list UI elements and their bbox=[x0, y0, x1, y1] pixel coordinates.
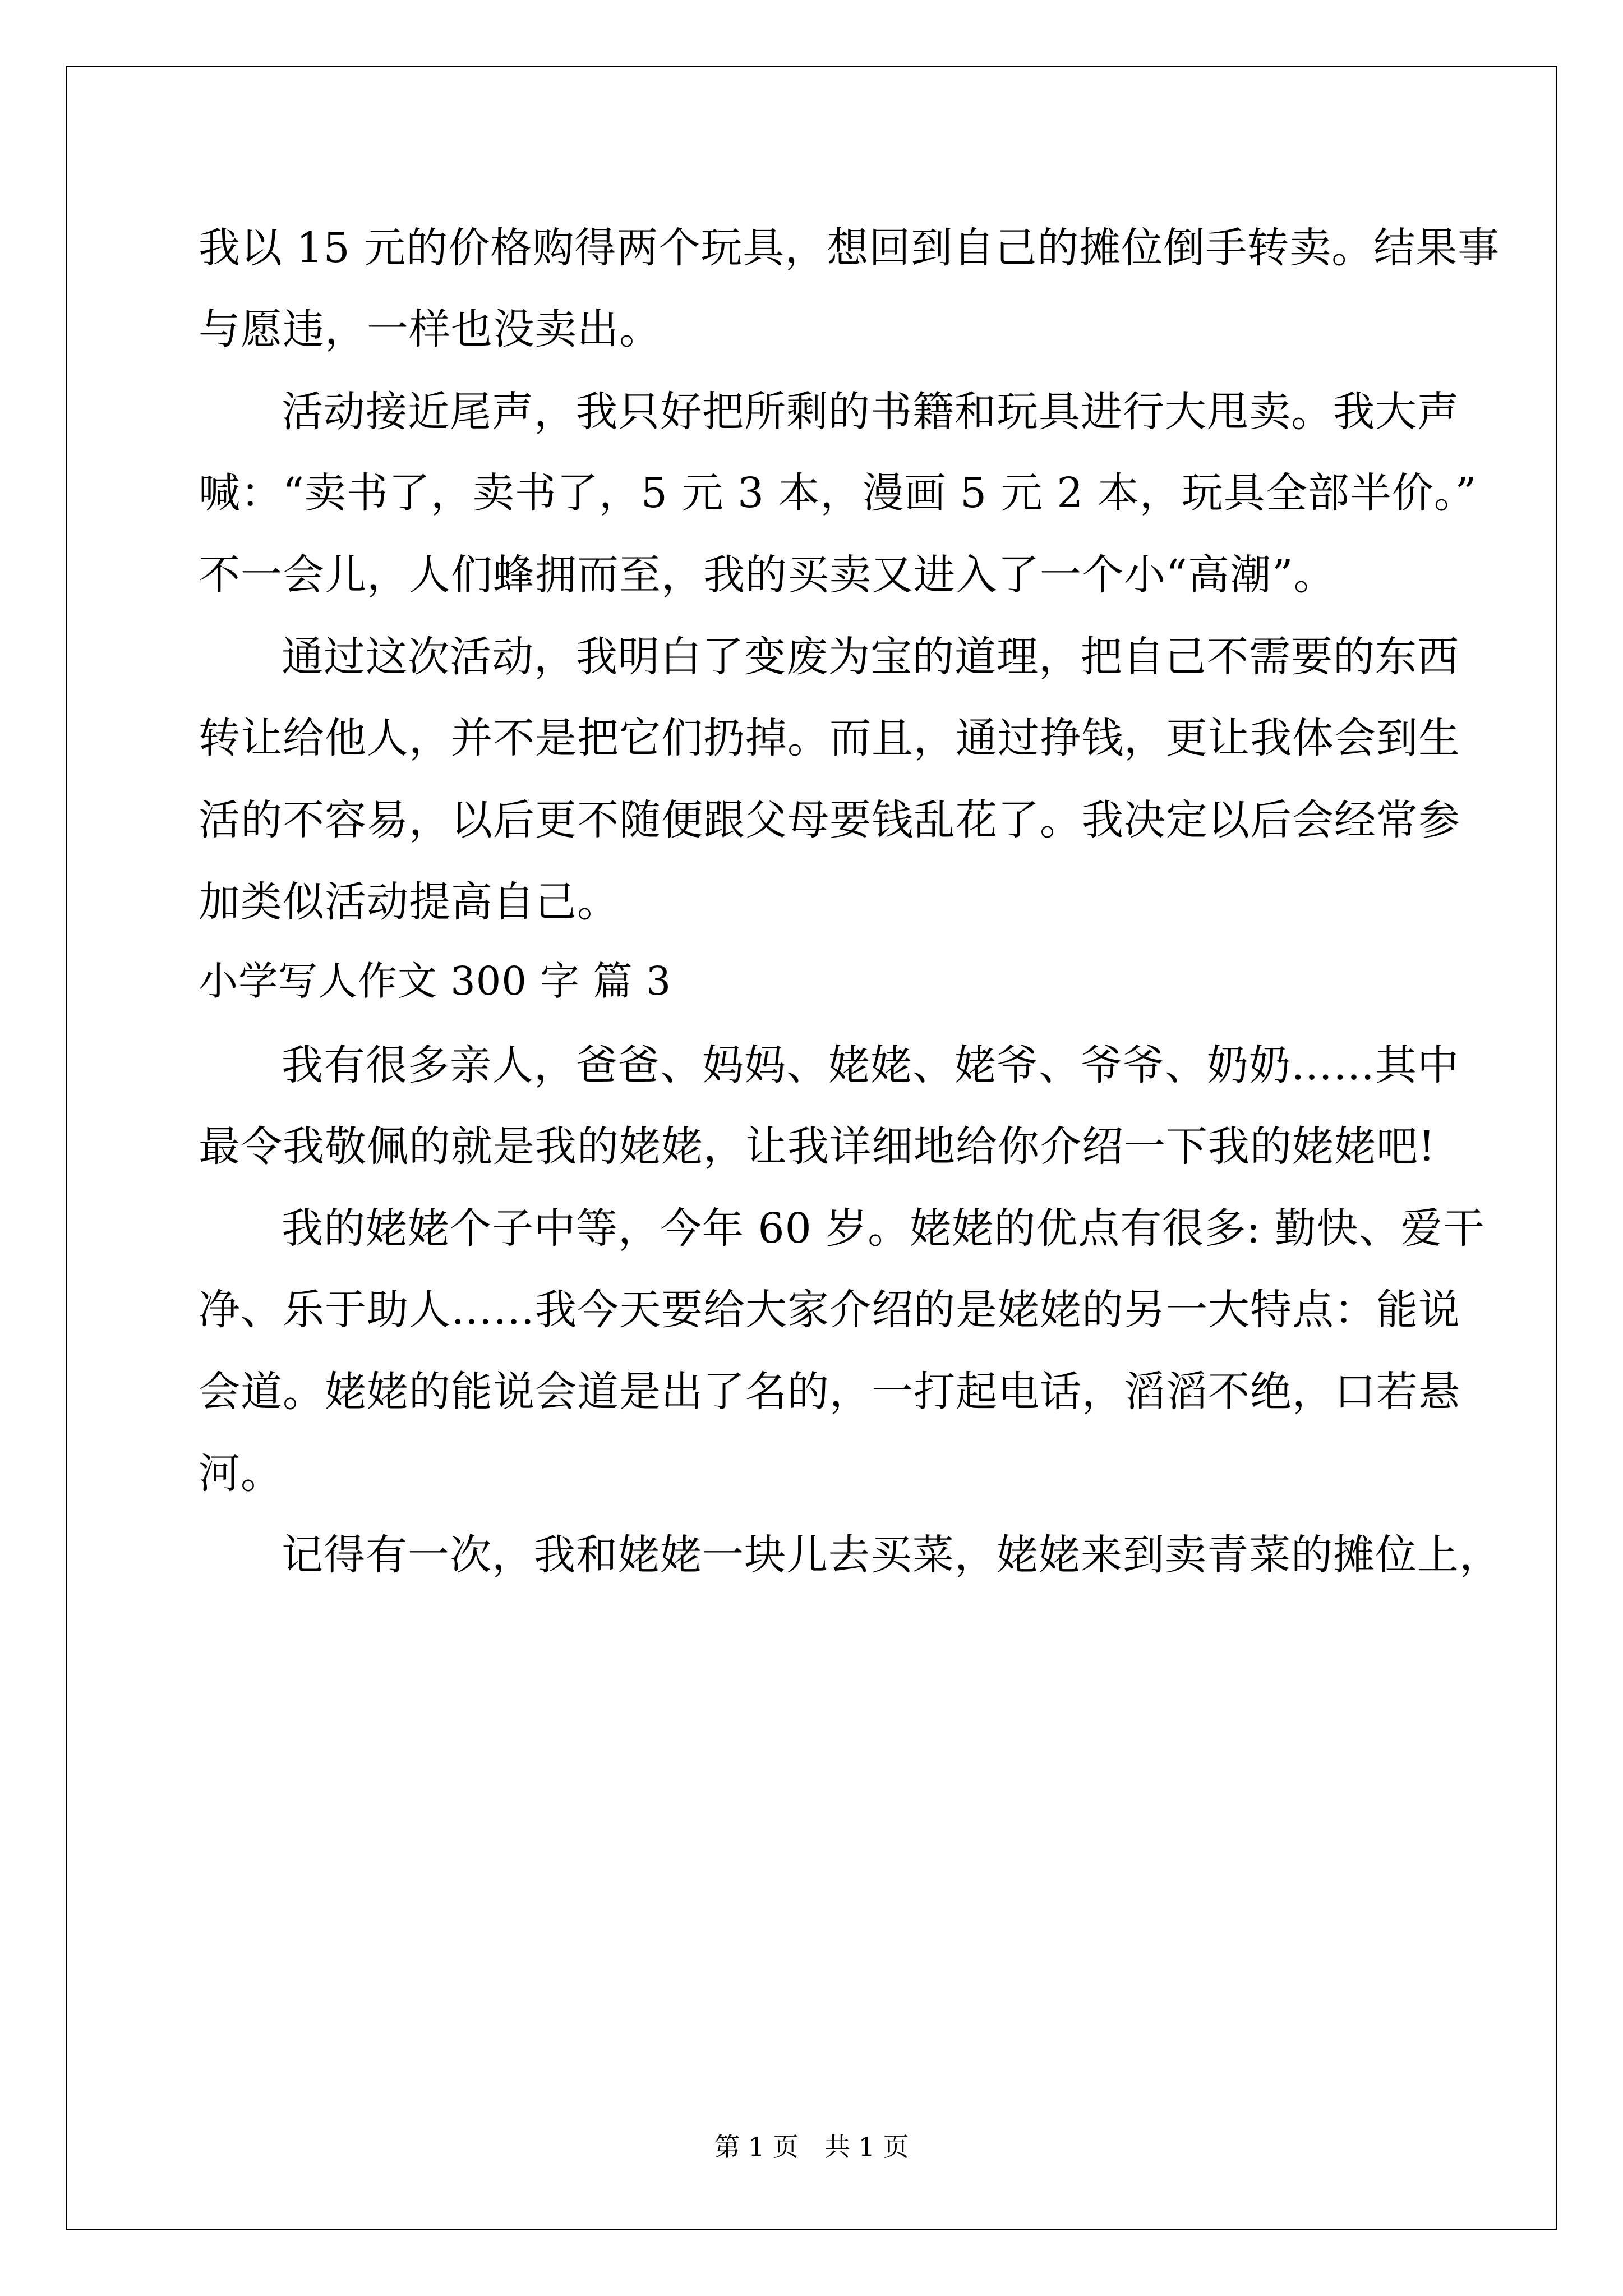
text-line: 活动接近尾声，我只好把所剩的书籍和玩具进行大甩卖。我大声 bbox=[282, 388, 1459, 436]
text-line: 我以 15 元的价格购得两个玩具，想回到自己的摊位倒手转卖。结果事 bbox=[199, 224, 1500, 272]
text-line: 转让给他人，并不是把它们扔掉。而且，通过挣钱，更让我体会到生 bbox=[199, 714, 1460, 762]
text-line: 净、乐于助人……我今天要给大家介绍的是姥姥的另一大特点：能说 bbox=[199, 1286, 1460, 1334]
text-line: 我的姥姥个子中等，今年 60 岁。姥姥的优点有很多: 勤快、爱干 bbox=[282, 1204, 1485, 1253]
text-line: 加类似活动提高自己。 bbox=[199, 878, 619, 926]
text-line: 活的不容易，以后更不随便跟父母要钱乱花了。我决定以后会经常参 bbox=[199, 796, 1460, 844]
text-line: 记得有一次，我和姥姥一块儿去买菜，姥姥来到卖青菜的摊位上， bbox=[282, 1531, 1501, 1579]
text-line: 通过这次活动，我明白了变废为宝的道理，把自己不需要的东西 bbox=[282, 633, 1459, 681]
text-line: 河。 bbox=[199, 1450, 283, 1498]
text-line: 与愿违，一样也没卖出。 bbox=[199, 305, 661, 353]
text-line: 喊：“卖书了，卖书了，5 元 3 本，漫画 5 元 2 本，玩具全部半价。” bbox=[199, 469, 1477, 517]
text-line: 最令我敬佩的就是我的姥姥，让我详细地给你介绍一下我的姥姥吧! bbox=[199, 1122, 1436, 1171]
section-heading: 小学写人作文 300 字 篇 3 bbox=[199, 958, 672, 1004]
text-line: 不一会儿，人们蜂拥而至，我的买卖又进入了一个小“高潮”。 bbox=[199, 551, 1336, 599]
text-line: 会道。姥姥的能说会道是出了名的，一打起电话，滔滔不绝，口若悬 bbox=[199, 1368, 1460, 1416]
text-line: 我有很多亲人，爸爸、妈妈、姥姥、姥爷、爷爷、奶奶……其中 bbox=[282, 1041, 1459, 1089]
page-number-footer: 第 1 页 共 1 页 bbox=[714, 2132, 909, 2162]
